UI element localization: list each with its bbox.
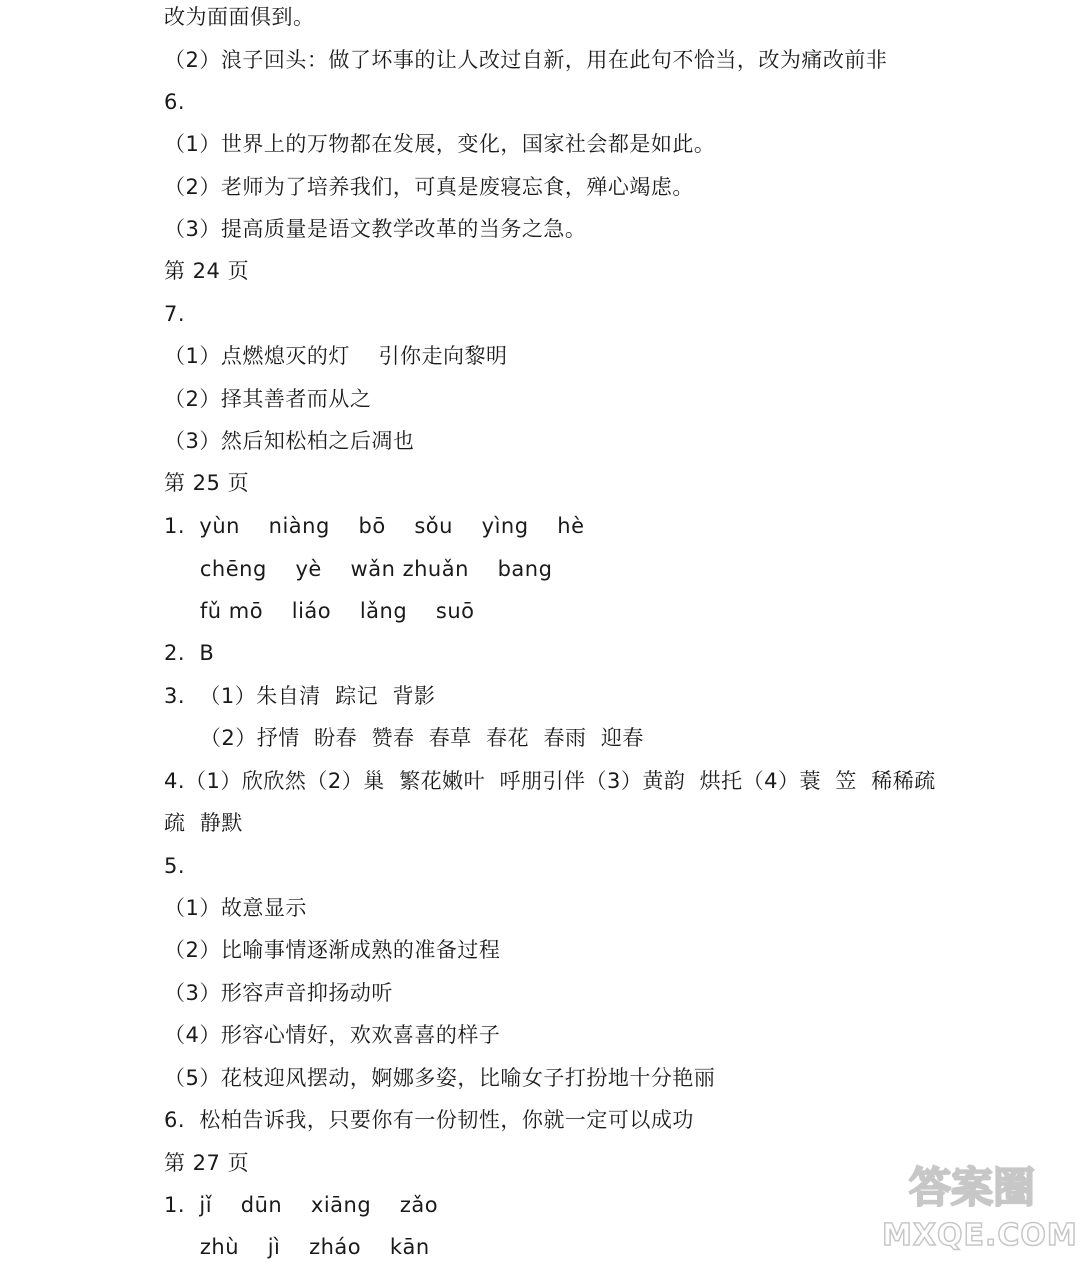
text-line: （5）花枝迎风摆动，婀娜多姿，比喻女子打扮地十分艳丽 [164,1066,716,1090]
text-line: （1）世界上的万物都在发展，变化，国家社会都是如此。 [164,132,716,156]
text-line: 2. B [164,641,215,665]
pinyin-line: 1. jǐ dūn xiāng zǎo [164,1193,439,1217]
text-line: （3）然后知松柏之后凋也 [164,429,415,453]
text-line: （2）抒情 盼春 赞春 春草 春花 春雨 迎春 [164,726,644,750]
text-line: 6. 松柏告诉我，只要你有一份韧性，你就一定可以成功 [164,1108,694,1132]
text-line: （1）点燃熄灭的灯 引你走向黎明 [164,344,508,368]
text-line: （3）形容声音抑扬动听 [164,981,393,1005]
watermark-chars: 答案圈 [908,1163,1036,1212]
text-line: 疏 静默 [164,811,243,835]
question-number: 7. [164,302,186,326]
text-line: （2）浪子回头：做了坏事的让人改过自新，用在此句不恰当，改为痛改前非 [164,48,888,72]
pinyin-line: 1. yùn niàng bō sǒu yìng hè [164,514,585,538]
text-line: （3）提高质量是语文教学改革的当务之急。 [164,217,587,241]
text-line: （2）老师为了培养我们，可真是废寝忘食，殚心竭虑。 [164,175,694,199]
watermark-glyphs [882,1158,1062,1213]
pinyin-line: fǔ mō liáo lǎng suō [164,599,475,623]
watermark-url: MXQE.COM [882,1218,1078,1253]
watermark-logo [882,1158,1078,1253]
pinyin-line: chēng yè wǎn zhuǎn bang [164,557,553,581]
question-number: 6. [164,90,186,114]
text-line: （2）择其善者而从之 [164,387,372,411]
text-line: 3. （1）朱自清 踪记 背影 [164,684,436,708]
text-line: 改为面面俱到。 [164,5,315,29]
question-number: 5. [164,854,186,878]
text-line: （1）故意显示 [164,896,307,920]
text-line: （4）形容心情好，欢欢喜喜的样子 [164,1023,501,1047]
page-heading: 第 25 页 [164,471,250,495]
text-line: 4.（1）欣欣然（2）巢 繁花嫩叶 呼朋引伴（3）黄韵 烘托（4）蓑 笠 稀稀疏 [164,769,936,793]
pinyin-line: zhù jì zháo kān [164,1235,430,1259]
text-line: （2）比喻事情逐渐成熟的准备过程 [164,938,501,962]
page-heading: 第 24 页 [164,259,250,283]
page-heading: 第 27 页 [164,1151,250,1175]
